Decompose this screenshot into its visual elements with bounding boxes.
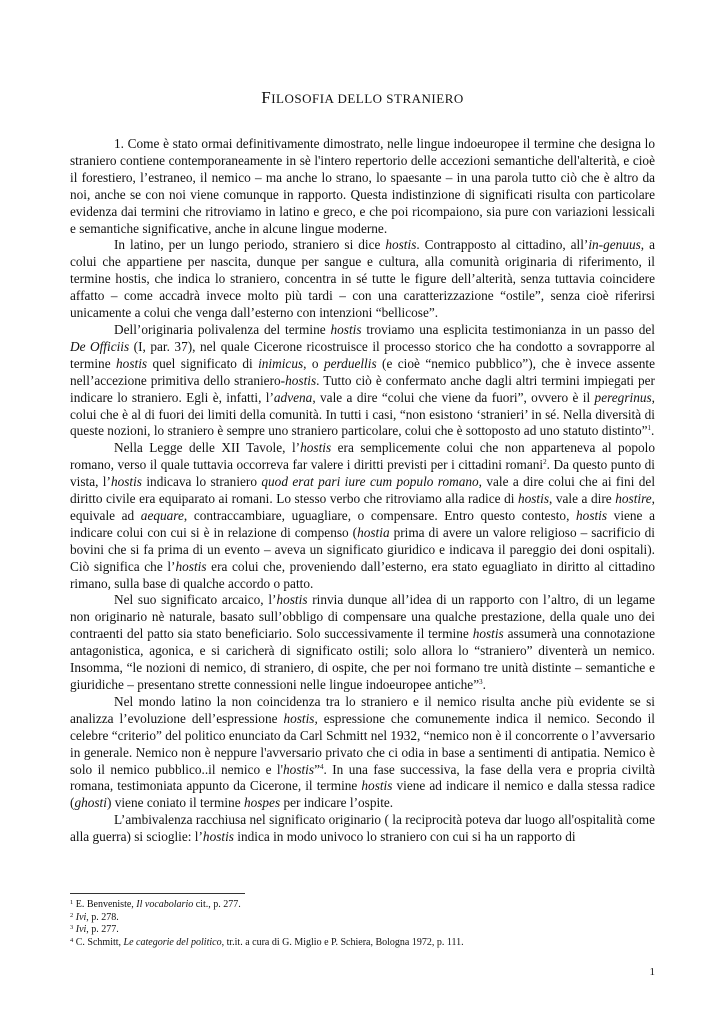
footnotes [70, 899, 655, 949]
page-number: 1 [649, 966, 655, 978]
title-rest: ILOSOFIA DELLO STRANIERO [271, 91, 464, 106]
footnote-ref-3[interactable]: 3 [479, 678, 483, 686]
footnote-separator [70, 893, 245, 894]
footnote-3: $^3$ Ivi, p. 277. [70, 924, 119, 936]
footnote-ref-1[interactable]: 1 [647, 424, 652, 433]
title-initial: F [261, 88, 272, 107]
footnote-2: $^2$ Ivi, p. 278. [70, 911, 119, 923]
paragraph-5: Nel suo significato arcaico, l’hostis rinvia dunque all’idea di un rapporto con l’altro, di un legame non originario nè naturale, basato sull’obbligo di compensare una qualche prestazione, della quale uno dei contraenti del patto sia stato beneficiario. Solo successivamente il termine hostis assumerà una connotazione antagonistica, agonica, e si caricherà di significato ostili; solo allora lo “straniero” diventerà un nemico. Insomma, “le nozioni di nemico, di straniero, di ospite, che per noi formano tre unità distinte – semantiche e giuridiche – presentano strette connessioni nelle lingue indoeuropee antiche”$^3$. [70, 592, 656, 692]
footnote-1: $^1$ E. Benveniste, Il vocabolario cit., p. 277. [70, 899, 241, 910]
paragraph-3: Dell’originaria polivalenza del termine hostis troviamo una esplicita testimonianza in un passo del De Officiis (I, par. 37), nel quale Cicerone ricostruisce il processo storico che ha condotto a sovrapporre al termine hostis quel significato di inimicus, o perduellis (e cioè “nemico pubblico”), che è invece assente nell’accezione primitiva dello straniero-hostis. Tutto ciò è confermato anche dagli altri termini impiegati per indicare lo straniero. Egli è, infatti, l’advena, vale a dire “colui che viene da fuori”, ovvero è il peregrinus, colui che è al di fuori dei limiti della comunità. In tutti i casi, “non esistono ‘stranieri’ in sé. Nella diversità di queste nozioni, lo straniero è sempre uno straniero particolare, colui che è sottoposto ad uno statuto distinto”$^1$. [70, 321, 656, 439]
footnote-4: $^4$ C. Schmitt, Le categorie del politico, tr.it. a cura di G. Miglio e P. Schiera, Bologna 1972, p. 111. [70, 936, 464, 948]
paragraph-7: L’ambivalenza racchiusa nel significato originario ( la reciprocità poteva dar luogo all'ospitalità come alla guerra) si scioglie: l’hostis indica in modo univoco lo straniero con cui si ha un rapporto di [70, 812, 655, 845]
paragraph-2: In latino, per un lungo periodo, straniero si dice hostis. Contrapposto al cittadino, all’in-genuus, a colui che appartiene per nascita, dunque per sangue e cultura, alla comunità originaria di riferimento, il termine hostis, che indica lo straniero, concentra in sé tutte le figure dell’alterità, senza tuttavia coincidere affatto – come accadrà invece molto più tardi – con una caratterizzazione “ostile”, senza cioè riferirsi unicamente a colui che venga dall’esterno con intenzioni “bellicose”. [70, 237, 655, 321]
page-title [0, 88, 725, 108]
paragraph-6: Nel mondo latino la non coincidenza tra lo straniero e il nemico risulta anche più evidente se si analizza l’evoluzione dell’espressione hostis, espressione che comunemente indica il nemico. Secondo il celebre “criterio” del politico enunciato da Carl Schmitt nel 1932, “nemico non è il concorrente o l’avversario in generale. Nemico non è neppure l'avversario privato che ci odia in base a sentimenti di antipatia. Nemico è solo il nemico pubblico..il nemico e l'hostis”$^4$. In una fase successiva, la fase della vera e propria civiltà romana, testimoniata appunto da Cicerone, il termine hostis viene ad indicare il nemico e dalla stessa radice (ghosti) viene coniato il termine hospes per indicare l’ospite. [70, 693, 655, 811]
paragraph-4: Nella Legge delle XII Tavole, l’hostis era semplicemente colui che non apparteneva al popolo romano, verso il quale tuttavia occorreva far valere i diritti previsti per i cittadini romani$^2$. Da questo punto di vista, l’hostis indicava lo straniero quod erat pari iure cum populo romano, vale a dire colui che ai fini del diritto civile era equiparato ai romani. Lo stesso verbo che ritroviamo alla radice di hostis, vale a dire hostire, equivale ad aequare, contraccambiare, uguagliare, o compensare. Entro questo contesto, hostis viene a indicare colui con cui si è in relazione di compenso (hostia prima di avere un valore religioso – sacrificio di bovini che si fa prima di un evento – aveva un significato giuridico e indicava il pareggio dei doni ospitali). Ciò significa che l’hostis era colui che, proveniendo dall’esterno, era stato eguagliato in diritto al cittadino rimano, sulla base di qualche accordo o patto. [70, 440, 656, 591]
footnote-ref-4[interactable]: 4 [319, 762, 324, 771]
body-text [70, 136, 655, 846]
paragraph-1: 1. Come è stato ormai definitivamente dimostrato, nelle lingue indoeuropee il termine che designa lo straniero contiene contemporaneamente in sè l'intero repertorio delle accezioni semantiche dell'alterità, e cioè il forestiero, l’estraneo, il nemico – ma anche lo strano, lo spaesante – in una parola tutto ciò che è altro da noi, anche se con noi viene comunque in rapporto. Questa indistinzione di significati risulta con particolare evidenza dai termini che ritroviamo in latino e greco, e che poi ricompaiono, sia pure con variazioni lessicali e semantiche significative, anche in alcune lingue moderne. [70, 136, 655, 236]
footnote-ref-2[interactable]: 2 [543, 458, 547, 467]
